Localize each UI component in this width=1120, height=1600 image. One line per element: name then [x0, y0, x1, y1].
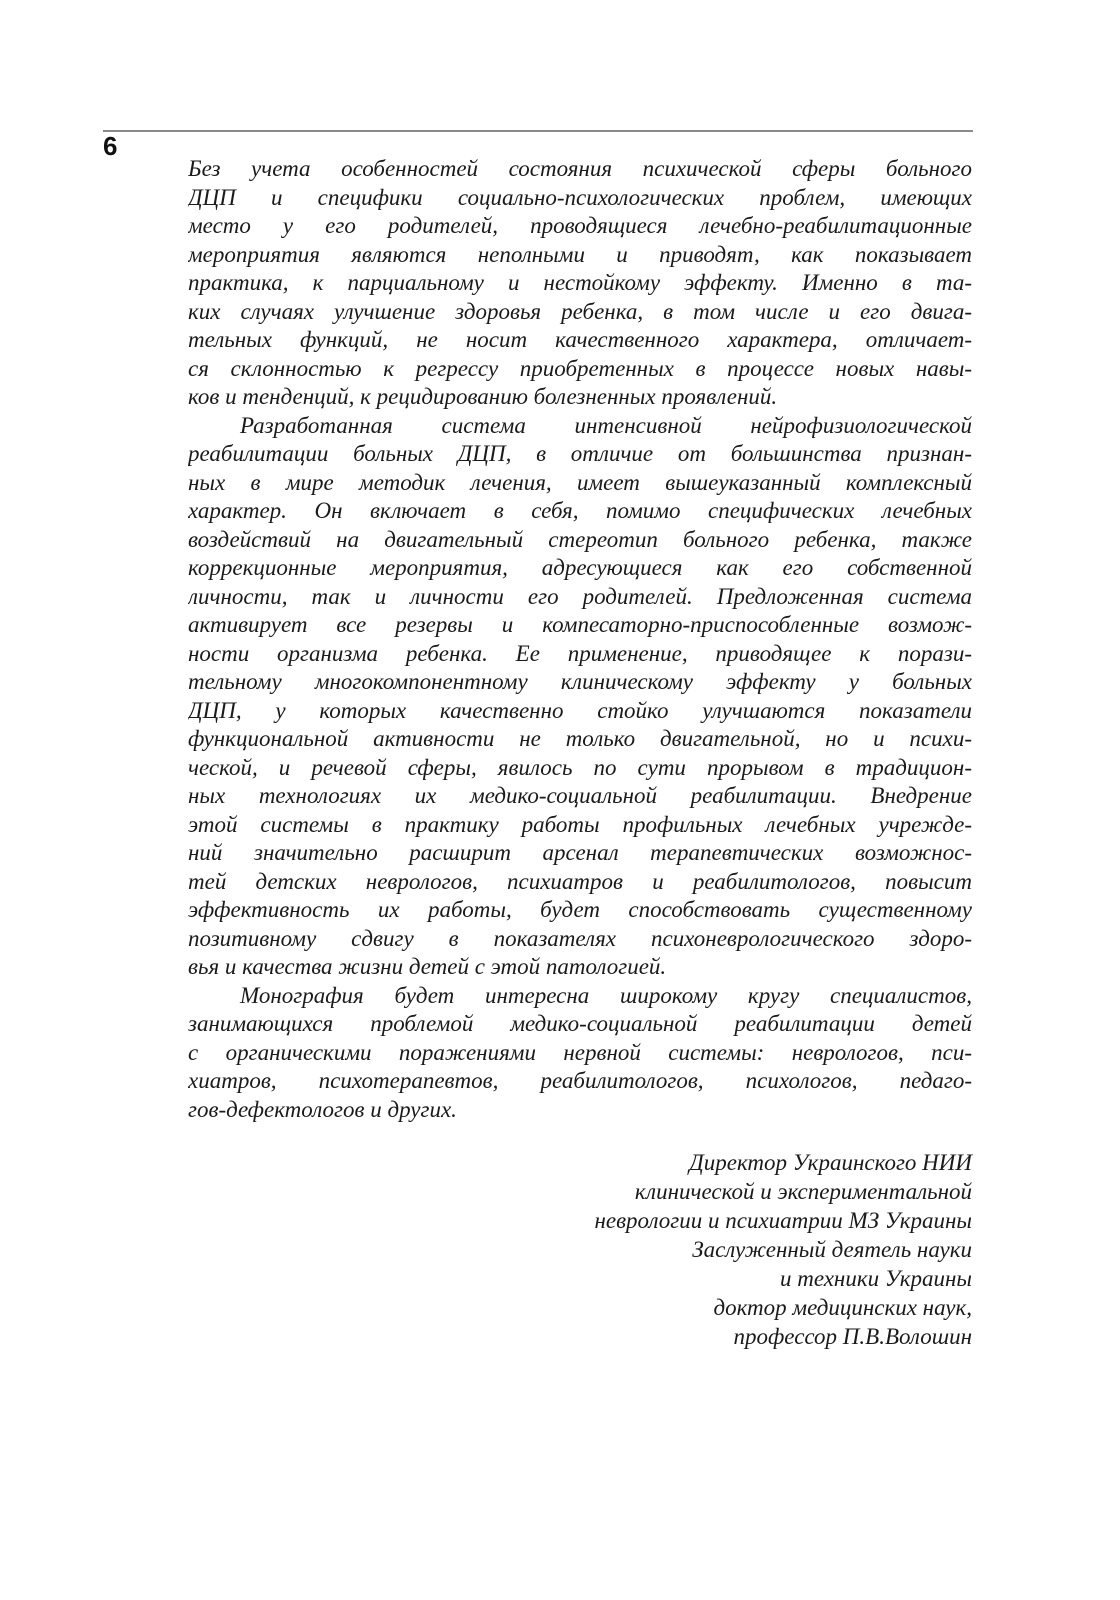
text-line: практика, к парциальному и нестойкому эффекту. Именно в та- — [188, 270, 972, 295]
text-line: ных в мире методик лечения, имеет вышеуказанный комплексный — [188, 469, 972, 495]
text-line: ности организма ребенка. Ее применение, приводящее к порази- — [188, 640, 972, 666]
text-line: мероприятия являются неполными и приводят, как показывает — [188, 241, 972, 267]
text-line: Разработанная система интенсивной нейрофизиологической — [240, 412, 972, 438]
text-line: ческой, и речевой сферы, явилось по сути прорывом в традицион- — [188, 754, 972, 780]
text-line: ДЦП, у которых качественно стойко улучшаются показатели — [188, 697, 972, 723]
text-line: вья и качества жизни детей с этой патологией. — [188, 954, 667, 979]
text-line: тей детских неврологов, психиатров и реабилитологов, повысит — [188, 868, 972, 894]
paragraph — [188, 982, 972, 1125]
text-line: активирует все резервы и компесаторно-приспособленные возмож- — [188, 612, 972, 637]
text-line: занимающихся проблемой медико-социальной реабилитации детей — [188, 1011, 972, 1036]
text-line: тельному многокомпонентному клиническому эффекту у больных — [188, 669, 972, 694]
text-line: ных технологиях их медико-социальной реабилитации. Внедрение — [188, 783, 972, 808]
text-line: позитивному сдвигу в показателях психоневрологического здоро- — [188, 925, 972, 951]
text-line: тельных функций, не носит качественного характера, отличает- — [188, 327, 972, 352]
signature-line: клинической и экспериментальной — [634, 1179, 972, 1204]
signature-line: Заслуженный деятель науки — [692, 1237, 972, 1262]
text-line: место у его родителей, проводящиеся лечебно-реабилитационные — [188, 213, 972, 238]
text-line: воздействий на двигательный стереотип больного ребенка, также — [188, 526, 972, 552]
text-line: хиатров, психотерапевтов, реабилитологов, психологов, педаго- — [188, 1068, 972, 1093]
signature-line: профессор П.В.Волошин — [733, 1324, 972, 1349]
signature-line: неврологии и психиатрии МЗ Украины — [594, 1208, 972, 1233]
text-line: коррекционные мероприятия, адресующиеся как его собственной — [188, 555, 972, 580]
text-line: личности, так и личности его родителей. Предложенная система — [188, 583, 972, 609]
header-rule — [103, 130, 973, 132]
text-line: ДЦП и специфики социально-психологических проблем, имеющих — [188, 184, 972, 210]
text-line: гов-дефектологов и других. — [188, 1096, 457, 1122]
paragraph — [188, 155, 972, 412]
body-text — [188, 155, 972, 1124]
signature-line: Директор Украинского НИИ — [689, 1150, 972, 1175]
text-line: с органическими поражениями нервной системы: неврологов, пси- — [188, 1039, 972, 1065]
text-line: функциональной активности не только двигательной, но и психи- — [188, 726, 972, 751]
text-line: характер. Он включает в себя, помимо специфических лечебных — [188, 498, 972, 523]
text-line: Монография будет интересна широкому кругу специалистов, — [240, 982, 972, 1008]
text-line: этой системы в практику работы профильных лечебных учрежде- — [188, 811, 972, 837]
text-line: ков и тенденций, к рецидированию болезненных проявлений. — [188, 384, 778, 409]
signature-line: доктор медицинских наук, — [713, 1295, 972, 1320]
signature-block — [470, 1148, 972, 1351]
text-line: реабилитации больных ДЦП, в отличие от большинства признан- — [188, 441, 972, 466]
text-line: ких случаях улучшение здоровья ребенка, в том числе и его двига- — [188, 298, 972, 324]
text-line: ний значительно расширит арсенал терапевтических возможнос- — [188, 840, 972, 865]
paragraph — [188, 412, 972, 982]
page-number: 6 — [103, 131, 118, 161]
text-line: ся склонностью к регрессу приобретенных в процессе новых навы- — [188, 355, 972, 381]
text-line: эффективность их работы, будет способствовать существенному — [188, 897, 972, 922]
signature-line: и техники Украины — [779, 1266, 972, 1291]
text-line: Без учета особенностей состояния психической сферы больного — [188, 156, 972, 181]
